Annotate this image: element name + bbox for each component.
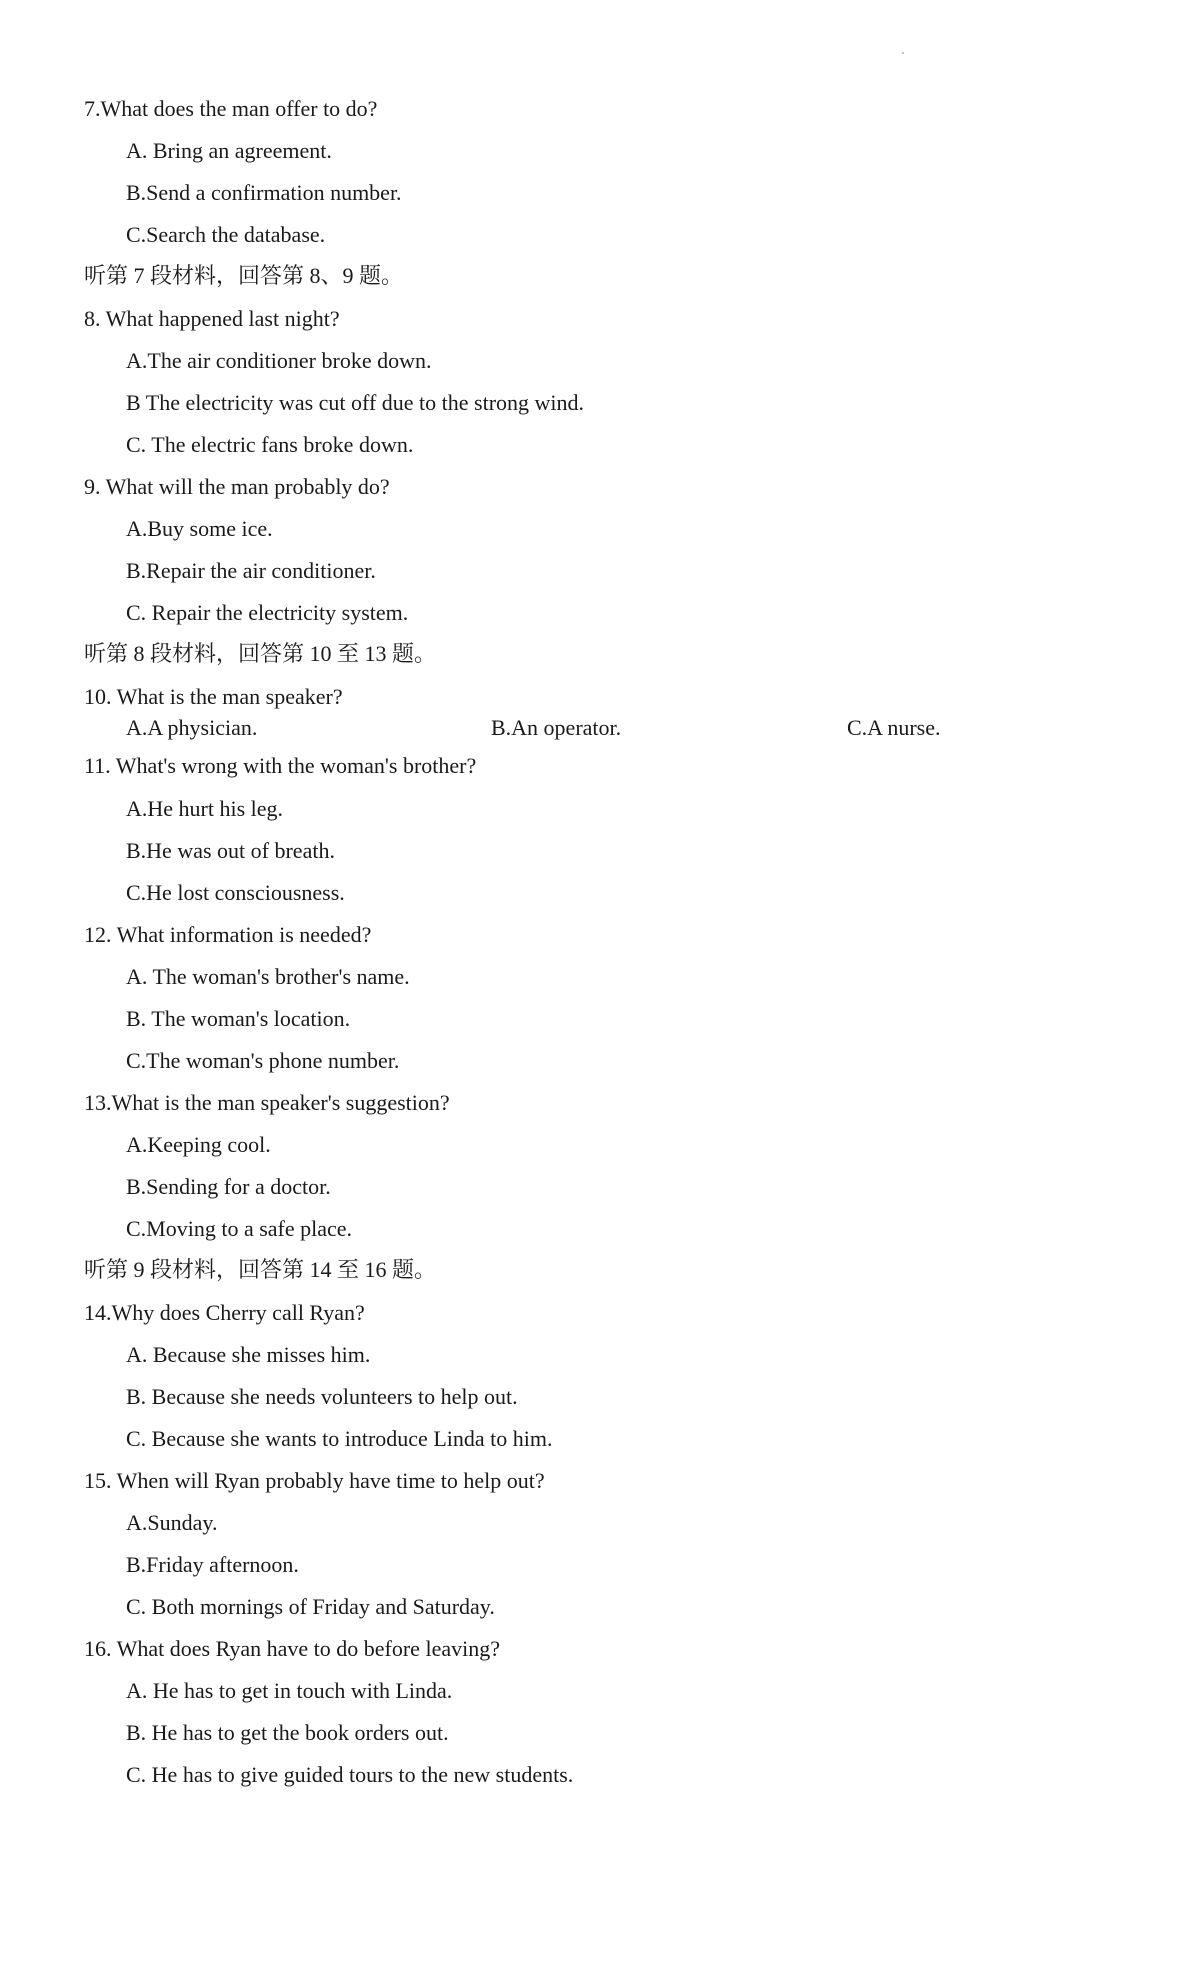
- question-8-option-b: B The electricity was cut off due to the strong wind.: [126, 390, 585, 415]
- question-11: 11. What's wrong with the woman's brother?: [84, 753, 477, 778]
- question-11-option-a: A.He hurt his leg.: [126, 796, 284, 821]
- question-13-option-a: A.Keeping cool.: [126, 1132, 271, 1157]
- question-14-option-c: C. Because she wants to introduce Linda to him.: [126, 1426, 553, 1451]
- question-10-option-a: A.A physician.: [126, 715, 258, 740]
- question-12-option-a: A. The woman's brother's name.: [126, 964, 410, 989]
- question-14: 14.Why does Cherry call Ryan?: [84, 1300, 365, 1325]
- section-7-instruction: 听第 7 段材料，回答第 8、9 题。: [84, 263, 404, 288]
- question-13-option-c: C.Moving to a safe place.: [126, 1216, 353, 1241]
- question-7: 7.What does the man offer to do?: [84, 96, 378, 121]
- question-8: 8. What happened last night?: [84, 306, 340, 331]
- question-10-option-c: C.A nurse.: [847, 715, 941, 740]
- question-12-option-b: B. The woman's location.: [126, 1006, 351, 1031]
- question-9-option-b: B.Repair the air conditioner.: [126, 558, 376, 583]
- question-12: 12. What information is needed?: [84, 922, 372, 947]
- question-13: 13.What is the man speaker's suggestion?: [84, 1090, 450, 1115]
- question-16-option-b: B. He has to get the book orders out.: [126, 1720, 449, 1745]
- question-8-option-a: A.The air conditioner broke down.: [126, 348, 432, 373]
- question-10: 10. What is the man speaker?: [84, 684, 343, 709]
- question-13-option-b: B.Sending for a doctor.: [126, 1174, 331, 1199]
- question-7-option-b: B.Send a confirmation number.: [126, 180, 402, 205]
- question-7-option-a: A. Bring an agreement.: [126, 138, 332, 163]
- section-8-instruction: 听第 8 段材料，回答第 10 至 13 题。: [84, 641, 437, 666]
- question-14-option-b: B. Because she needs volunteers to help out.: [126, 1384, 518, 1409]
- section-9-instruction: 听第 9 段材料，回答第 14 至 16 题。: [84, 1257, 437, 1282]
- question-16-option-a: A. He has to get in touch with Linda.: [126, 1678, 453, 1703]
- question-12-option-c: C.The woman's phone number.: [126, 1048, 400, 1073]
- question-11-option-b: B.He was out of breath.: [126, 838, 335, 863]
- question-14-option-a: A. Because she misses him.: [126, 1342, 371, 1367]
- question-9-option-a: A.Buy some ice.: [126, 516, 273, 541]
- question-7-option-c: C.Search the database.: [126, 222, 326, 247]
- question-15-option-a: A.Sunday.: [126, 1510, 218, 1535]
- question-11-option-c: C.He lost consciousness.: [126, 880, 345, 905]
- question-16-option-c: C. He has to give guided tours to the new students.: [126, 1762, 574, 1787]
- question-15-option-b: B.Friday afternoon.: [126, 1552, 299, 1577]
- question-10-option-b: B.An operator.: [491, 715, 622, 740]
- scan-speck: [902, 52, 904, 54]
- question-9-option-c: C. Repair the electricity system.: [126, 600, 409, 625]
- question-9: 9. What will the man probably do?: [84, 474, 390, 499]
- question-16: 16. What does Ryan have to do before leaving?: [84, 1636, 500, 1661]
- question-15-option-c: C. Both mornings of Friday and Saturday.: [126, 1594, 495, 1619]
- question-8-option-c: C. The electric fans broke down.: [126, 432, 414, 457]
- question-15: 15. When will Ryan probably have time to help out?: [84, 1468, 545, 1493]
